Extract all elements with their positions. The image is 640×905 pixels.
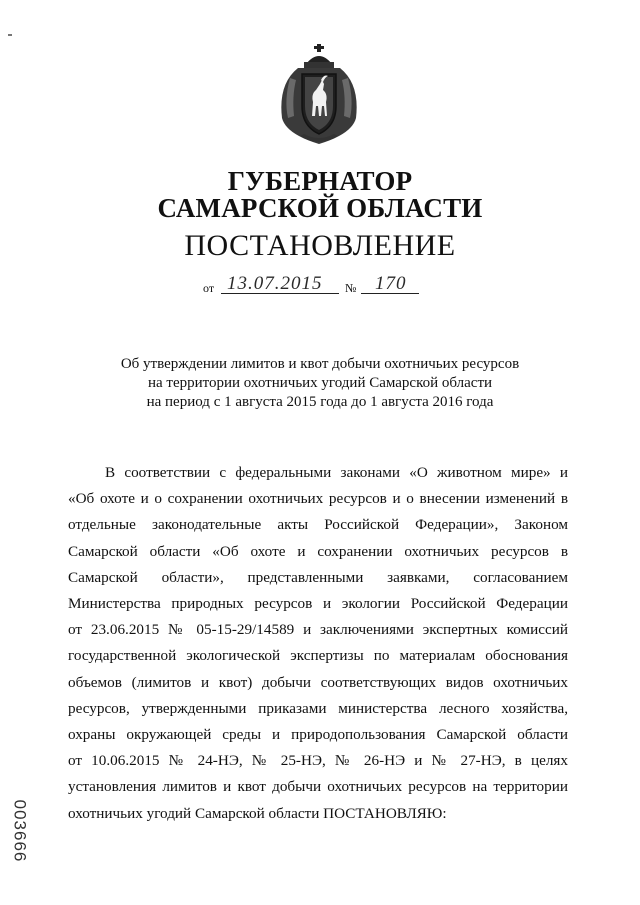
document-type: ПОСТАНОВЛЕНИЕ — [184, 229, 456, 262]
organization-name-line2: САМАРСКОЙ ОБЛАСТИ — [157, 193, 483, 223]
body-line: Самарской области», представленными заявками, согласованием — [68, 568, 568, 586]
title-line: на период с 1 августа 2015 года до 1 августа 2016 года — [146, 394, 494, 410]
margin-serial-number: 003666 — [10, 799, 30, 863]
body-line: В соответствии с федеральными законами «О животном мире» и — [105, 464, 568, 481]
date-number-line — [203, 273, 433, 297]
date-label: от — [203, 281, 215, 295]
body-line: от 23.06.2015 № 05-15-29/14589 и заключениями экспертных комиссий — [68, 621, 568, 639]
body-line: отдельные законодательные акты Российской Федерации», Законом — [68, 516, 568, 534]
title-line: Об утверждении лимитов и квот добычи охотничьих ресурсов — [120, 356, 520, 372]
body-line: охотничьих угодий Самарской области ПОСТАНОВЛЯЮ: — [68, 804, 447, 822]
body-line: ресурсов, утвержденными приказами министерства лесного хозяйства, — [68, 699, 568, 717]
body-line: государственной экологической экспертизы по материалам обоснования — [68, 647, 568, 665]
number-value: 170 — [375, 273, 407, 294]
body-line: объемов (лимитов и квот) добычи соответствующих видов охотничьих — [68, 673, 568, 691]
date-value: 13.07.2015 — [227, 273, 323, 294]
title-line: на территории охотничьих угодий Самарской области — [147, 375, 493, 391]
coat-of-arms-icon — [276, 44, 362, 148]
scan-speck — [8, 34, 12, 36]
body-line: Самарской области «Об охоте и сохранении охотничьих ресурсов в — [68, 542, 568, 560]
date-underline — [221, 293, 339, 294]
body-line: охраны окружающей среды и природопользования Самарской области — [68, 726, 568, 744]
body-line: «Об охоте и о сохранении охотничьих ресурсов и о внесении изменений в — [68, 490, 568, 508]
number-label: № — [345, 281, 357, 295]
body-line: от 10.06.2015 № 24-НЭ, № 25-НЭ, № 26-НЭ и № 27-НЭ, в целях — [68, 752, 568, 770]
body-line: установления лимитов и квот добычи охотничьих ресурсов на территории — [68, 778, 568, 796]
body-line: Министерства природных ресурсов и экологии Российской Федерации — [68, 595, 568, 613]
document-title — [0, 355, 640, 412]
body-text — [68, 460, 568, 827]
number-underline — [361, 293, 419, 294]
organization-name-line1: ГУБЕРНАТОР — [227, 166, 413, 196]
margin-serial-stamp — [0, 796, 42, 866]
